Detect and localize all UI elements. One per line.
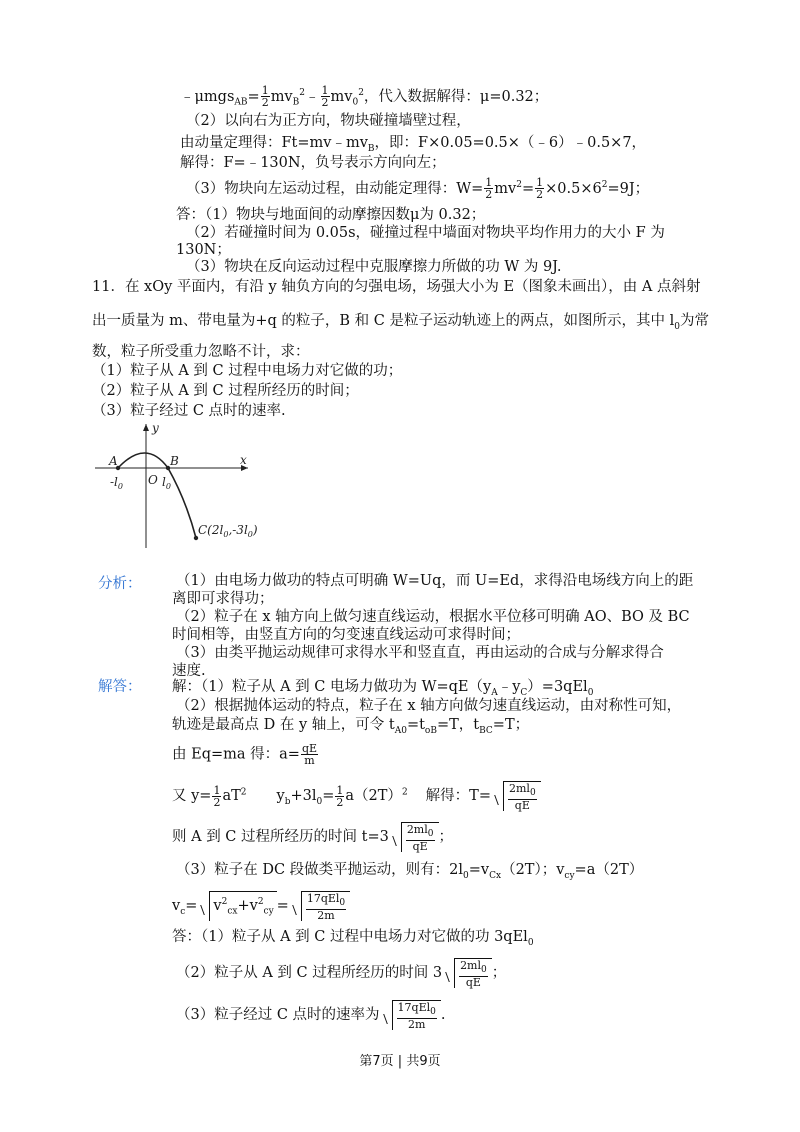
solution-5: 又 y= $\frac{1}{2}$ $aT^2$ $y_b+3l_0=$ $\frac{1}{2}$ $a(2T)^2$ 解得：T= $\frac{2ml_0}{qE}$ bbox=[172, 781, 541, 811]
solution-answer-1: 答：（1）粒子从 A 到 C 过程中电场力对它做的功 3qEl$_0$ bbox=[172, 929, 534, 948]
o-label: O bbox=[148, 473, 158, 487]
prev-answer-2: （2）若碰撞时间为 0.05s，碰撞过程中墙面对物块平均作用力的大小 F 为 bbox=[186, 225, 665, 241]
prev-answer-2b: 130N； bbox=[176, 242, 231, 258]
analysis-2: （2）粒子在 x 轴方向上做匀速直线运动，根据水平位移可明确 AO、BO 及 BC bbox=[176, 609, 690, 625]
prev-answer-3: （3）物块在反向运动过程中克服摩擦力所做的功 W 为 9J. bbox=[186, 259, 562, 275]
solution-6: 则 A 到 C 过程所经历的时间 t=3 $\frac{2ml_0}{qE}$ ； bbox=[172, 823, 453, 854]
q11-sub-2: （2）粒子从 A 到 C 过程所经历的时间； bbox=[92, 383, 359, 399]
trajectory-figure bbox=[90, 418, 280, 553]
prev-line-5: （3）物块向左运动过程，由动能定理得：W= $\frac{1}{2}$ $mv^2=$ $\frac{1}{2}$ $\times 0.5\times 6^2=9J$； bbox=[186, 176, 650, 202]
prev-line-4: 解得：F=﹣130N，负号表示方向向左； bbox=[180, 155, 446, 171]
analysis-1b: 离即可求得功； bbox=[172, 591, 274, 607]
solution-answer-3: （3）粒子经过 C 点时的速率为 $\frac{17qEl_0}{2m}$ . bbox=[176, 1001, 446, 1032]
sqrt-T: $\frac{2ml_0}{qE}$ bbox=[492, 781, 541, 811]
fraction-half: $\frac{1}{2}$ bbox=[261, 84, 269, 110]
solution-2: （2）根据抛体运动的特点，粒子在 x 轴方向做匀速直线运动，由对称性可知， bbox=[176, 698, 682, 714]
solution-3: 轨迹是最高点 D 在 y 轴上，可令 $t_{A0}=t_{oB}=T$，$t_{BC}=T$； bbox=[172, 717, 530, 736]
solution-4: 由 Eq=ma 得：a= $\frac{qE}{m}$ bbox=[172, 742, 318, 767]
solution-answer-2: （2）粒子从 A 到 C 过程所经历的时间 3 $\frac{2ml_0}{qE}$ ； bbox=[176, 959, 507, 990]
q11-stem-1: 11．在 xOy 平面内，有沿 y 轴负方向的匀强电场，场强大小为 E（图象未画出），由 A 点斜射 bbox=[92, 279, 701, 295]
y-axis-arrow bbox=[143, 424, 149, 431]
a-label: A bbox=[109, 454, 118, 468]
analysis-label: 分析： bbox=[98, 576, 142, 592]
c-label: $C(2l_0,-3l_0)$ bbox=[198, 523, 258, 539]
y-label: y bbox=[152, 421, 159, 435]
analysis-1: （1）由电场力做功的特点可明确 W=Uq，而 U=Ed，求得沿电场线方向上的距 bbox=[176, 573, 694, 589]
solution-label: 解答： bbox=[98, 679, 142, 695]
l0-label: $l_0$ bbox=[162, 475, 171, 491]
prev-line-3: 由动量定理得：$Ft=mv﹣mv_B$，即：F×0.05=0.5×（﹣6）﹣0.5×7， bbox=[180, 135, 647, 154]
prev-line-1: ﹣μmgs$_{AB}$= $\frac{1}{2}$ $mv_B^2﹣$ $\frac{1}{2}$ $mv_0^2$，代入数据解得：μ=0.32； bbox=[180, 84, 549, 110]
solution-7: （3）粒子在 DC 段做类平抛运动，则有：$2l_0=v_{Cx}(2T)$；$v_{cy}=a(2T)$ bbox=[176, 862, 644, 881]
solution-1: 解：（1）粒子从 A 到 C 电场力做功为 $W=qE(y_A﹣y_C)=3qEl_0$ bbox=[172, 679, 594, 698]
prev-line-2: （2）以向右为正方向，物块碰撞墙壁过程， bbox=[186, 113, 471, 129]
prev-answer-1: 答：（1）物块与地面间的动摩擦因数μ为 0.32； bbox=[176, 207, 486, 223]
q11-stem-2: 出一质量为 m、带电量为+q 的粒子，B 和 C 是粒子运动轨迹上的两点，如图所示，其中 $l_0$为常 bbox=[92, 313, 709, 332]
page-footer: 第7页 | 共9页 bbox=[359, 1054, 441, 1069]
analysis-3b: 速度. bbox=[172, 663, 206, 679]
x-label: x bbox=[240, 453, 247, 467]
analysis-2b: 时间相等，由竖直方向的匀变速直线运动可求得时间； bbox=[172, 627, 520, 643]
q11-stem-3: 数，粒子所受重力忽略不计，求： bbox=[92, 344, 310, 360]
trajectory-curve bbox=[118, 453, 196, 538]
b-label: B bbox=[170, 454, 179, 468]
solution-8: $v_c= v^2_{cx}+v^2_{cy}$ = $\frac{17qEl_0}{2m}$ bbox=[172, 891, 350, 921]
neg-l0-label: $-l_0$ bbox=[110, 475, 123, 491]
analysis-3: （3）由类平抛运动规律可求得水平和竖直直，再由运动的合成与分解求得合 bbox=[176, 645, 664, 661]
q11-sub-3: （3）粒子经过 C 点时的速率. bbox=[92, 403, 286, 419]
q11-sub-1: （1）粒子从 A 到 C 过程中电场力对它做的功； bbox=[92, 363, 403, 379]
sqrt-vc: $v^2_{cx}+v^2_{cy}$ bbox=[198, 891, 276, 921]
